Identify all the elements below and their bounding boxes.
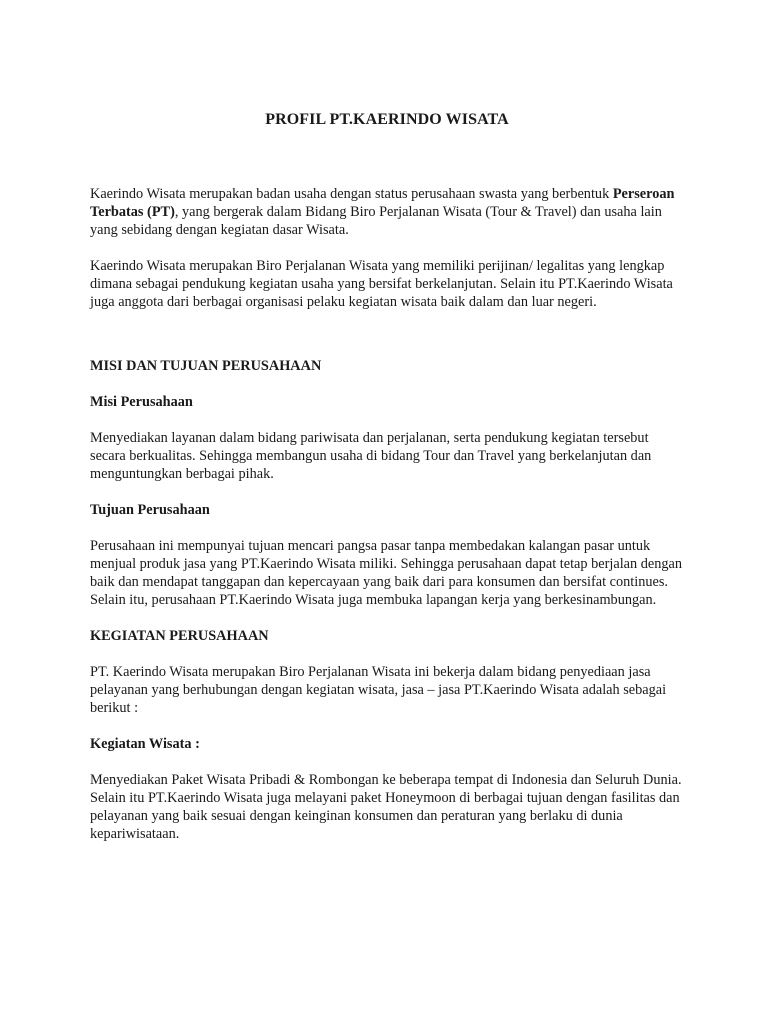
intro-p1-text-before: Kaerindo Wisata merupakan badan usaha dengan status perusahaan swasta yang berbentuk	[90, 186, 613, 202]
intro-paragraph-1	[90, 185, 684, 239]
intro-p1-text-after: , yang bergerak dalam Bidang Biro Perjalanan Wisata (Tour & Travel) dan usaha lain yang sebidang dengan kegiatan dasar Wisata.	[90, 204, 662, 238]
kegiatan-intro-paragraph: PT. Kaerindo Wisata merupakan Biro Perjalanan Wisata ini bekerja dalam bidang penyediaan jasa pelayanan yang berhubungan dengan kegiatan wisata, jasa – jasa PT.Kaerindo Wisata adalah sebagai berikut :	[90, 664, 667, 716]
kegiatan-wisata-paragraph: Menyediakan Paket Wisata Pribadi & Rombongan ke beberapa tempat di Indonesia dan Seluruh Dunia. Selain itu PT.Kaerindo Wisata juga melayani paket Honeymoon di berbagai tujuan dengan fasilitas dan pelayanan yang baik sesuai dengan keinginan konsumen dan peraturan yang berlaku di dunia kepariwisataan.	[90, 772, 682, 842]
tujuan-paragraph: Perusahaan ini mempunyai tujuan mencari pangsa pasar tanpa membedakan kalangan pasar untuk menjual produk jasa yang PT.Kaerindo Wisata miliki. Sehingga perusahaan dapat tetap berjalan dengan baik dan mendapat tanggapan dan kepercayaan yang baik dari para konsumen dan bersifat continues. Selain itu, perusahaan PT.Kaerindo Wisata juga membuka lapangan kerja yang berkesinambungan.	[90, 538, 683, 608]
section-heading-misi-tujuan: MISI DAN TUJUAN PERUSAHAAN	[90, 358, 322, 374]
intro-paragraph-2: Kaerindo Wisata merupakan Biro Perjalanan Wisata yang memiliki perijinan/ legalitas yang lengkap dimana sebagai pendukung kegiatan usaha yang bersifat berkelanjutan. Selain itu PT.Kaerindo Wisata juga anggota dari berbagai organisasi pelaku kegiatan wisata baik dalam dan luar negeri.	[90, 258, 673, 310]
subheading-kegiatan-wisata: Kegiatan Wisata :	[90, 736, 200, 752]
document-title: PROFIL PT.KAERINDO WISATA	[265, 111, 509, 128]
subheading-tujuan: Tujuan Perusahaan	[90, 502, 210, 518]
intro-p1-bold-pt: Perseroan Terbatas (PT)	[90, 186, 675, 220]
section-heading-kegiatan: KEGIATAN PERUSAHAAN	[90, 628, 269, 644]
subheading-misi: Misi Perusahaan	[90, 394, 193, 410]
misi-paragraph: Menyediakan layanan dalam bidang pariwisata dan perjalanan, serta pendukung kegiatan tersebut secara berkualitas. Sehingga membangun usaha di bidang Tour dan Travel yang berkelanjutan dan menguntungkan berbagai pihak.	[90, 430, 652, 482]
